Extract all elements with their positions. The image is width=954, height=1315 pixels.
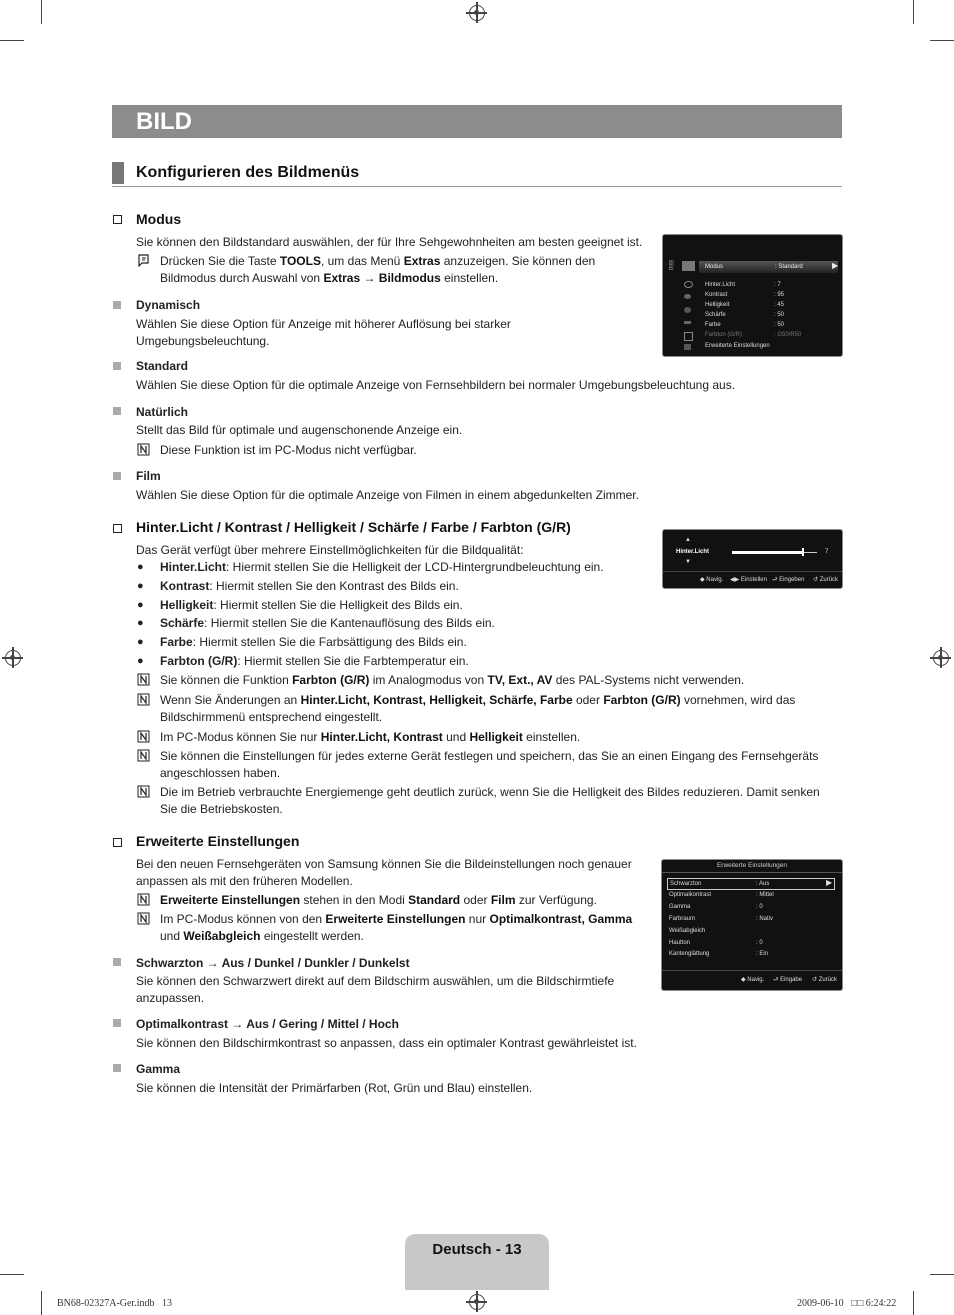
square-bullet-icon — [113, 407, 121, 415]
page-number: Deutsch - 13 — [432, 1241, 522, 1258]
slider-value: 7 — [825, 549, 829, 555]
square-bullet-icon — [113, 301, 121, 309]
modus-intro: Sie können den Bildstandard auswählen, der für Ihre Sehgewohnheiten am besten geeignet ist. — [136, 235, 643, 249]
print-date-info: 2009-06-10 □□ 6:24:22 — [797, 1298, 897, 1309]
arrow-right-icon: ▶ — [832, 261, 839, 270]
list-item: Kontrast: Hiermit stellen Sie den Kontrast des Bilds ein. — [160, 579, 459, 593]
screen3-rows: Optimalkontrast : Mittel Gamma : 0 Farbraum : Nativ Weißabgleich Hautton : 0 Kantenglättung : Ein — [669, 892, 774, 957]
registration-mark-icon — [933, 650, 949, 666]
erweitert-heading: Erweiterte Einstellungen — [136, 833, 300, 849]
natuerlich-note: Diese Funktion ist im PC-Modus nicht verfügbar. — [160, 443, 417, 457]
list-item: Farbton (G/R): Hiermit stellen Sie die Farbtemperatur ein. — [160, 654, 469, 668]
square-bullet-icon — [113, 1019, 121, 1027]
schwarzton-text: Sie können den Schwarzwert direkt auf dem Bildschirm auswählen, um die Bildschirmtiefe anzupassen. — [136, 974, 615, 1005]
note-icon — [137, 730, 151, 743]
crop-mark — [930, 40, 954, 41]
optimal-text: Sie können den Bildschirmkontrast so anpassen, dass ein optimaler Kontrast gewährleistet ist. — [136, 1036, 637, 1050]
modus-heading: Modus — [136, 211, 182, 227]
slider-thumb[interactable] — [802, 548, 804, 556]
crop-mark — [0, 40, 24, 41]
slider-fill — [732, 551, 803, 554]
hinter-note-4: Sie können die Einstellungen für jedes externe Gerät festlegen und speichern, das Sie an einen Eingang des Fernsehgeräts angeschlossen haben. — [160, 749, 819, 780]
section-header — [112, 161, 842, 187]
schwarzton-row-selected[interactable]: Schwarzton : Aus ▶ — [667, 878, 835, 890]
list-item: Helligkeit: Hiermit stellen Sie die Helligkeit des Bilds ein. — [160, 598, 463, 612]
crop-mark — [41, 0, 42, 24]
hinter-note-2: Wenn Sie Änderungen an Hinter.Licht, Kontrast, Helligkeit, Schärfe, Farbe oder Farbton (G/R) vornehmen, wird das Bildschirmmenü entsprechend eingestellt. — [160, 693, 796, 724]
hinter-note-5: Die im Betrieb verbrauchte Energiemenge geht deutlich zurück, wenn Sie die Helligkeit des Bildes reduzieren. Damit senken Sie die Betriebskosten. — [160, 785, 820, 816]
registration-mark-icon — [469, 1294, 485, 1310]
dynamisch-title: Dynamisch — [136, 298, 201, 312]
arrow-down-icon: ▼ — [685, 559, 691, 565]
square-bullet-icon — [113, 1064, 121, 1072]
note-icon — [137, 912, 151, 925]
section-marker — [112, 162, 124, 184]
checkbox-bullet-icon — [113, 215, 122, 224]
checkbox-bullet-icon — [113, 524, 122, 533]
arrow-right-icon: ▶ — [826, 878, 833, 887]
hinter-heading: Hinter.Licht / Kontrast / Helligkeit / Schärfe / Farbe / Farbton (G/R) — [136, 519, 571, 535]
registration-mark-icon — [5, 650, 21, 666]
note-icon — [137, 785, 151, 798]
hinter-bullet-list: ● Hinter.Licht: Hiermit stellen Sie die Helligkeit der LCD-Hintergrundbeleuchtung ein. ● Kontrast: Hiermit stellen Sie den Kontrast des Bilds ein. ● Helligkeit: Hiermit stellen Sie die Helligkeit des Bilds ein. ● Schärfe: Hiermit stellen Sie die Kantenauflösung des Bilds ein. ● Farbe: Hiermit stellen Sie die Farbsättigung des Bilds ein. ● Farbton (G/R): Hiermit stellen Sie die Farbtemperatur ein. — [136, 559, 656, 671]
picture-menu-screenshot — [662, 234, 843, 357]
remote-note-icon — [137, 254, 151, 267]
erweitert-intro: Bei den neuen Fernsehgeräten von Samsung können Sie die Bildeinstellungen noch genauer anpassen als mit den früheren Modellen. — [136, 857, 632, 888]
advanced-settings-screenshot: Erweiterte Einstellungen Schwarzton : Aus ▶ Optimalkontrast : Mittel Gamma : 0 Farbraum : Nativ Weißabgleich Hautton : 0 Kantenglättung : Ein ◆ Navig. ⮐ Eingabe ↺ Zurück — [661, 859, 843, 991]
square-bullet-icon — [113, 472, 121, 480]
list-item: Hinter.Licht: Hiermit stellen Sie die Helligkeit der LCD-Hintergrundbeleuchtung ein. — [160, 560, 604, 574]
side-label: Bild — [667, 259, 674, 271]
hinter-note-3: Im PC-Modus können Sie nur Hinter.Licht, Kontrast und Helligkeit einstellen. — [160, 730, 581, 744]
note-icon — [137, 893, 151, 906]
note-icon — [137, 443, 151, 456]
schwarzton-title: Schwarzton → Aus / Dunkel / Dunkler / Dunkelst — [136, 956, 410, 970]
registration-mark-icon — [469, 5, 485, 21]
screen1-rows: Hinter.Licht : 7 Kontrast : 95 Helligkeit : 45 Schärfe : 50 Farbe : 50 Farbton (G/R) : G50/R50 Erweiterte Einstellungen — [705, 282, 802, 349]
page-title-bar — [112, 105, 842, 138]
crop-mark — [41, 1291, 42, 1315]
gamma-title: Gamma — [136, 1062, 181, 1076]
film-title: Film — [136, 469, 161, 483]
natuerlich-title: Natürlich — [136, 405, 189, 419]
square-bullet-icon — [113, 362, 121, 370]
hinter-intro: Das Gerät verfügt über mehrere Einstellmöglichkeiten für die Bildqualität: — [136, 543, 524, 557]
standard-title: Standard — [136, 359, 189, 373]
list-item: Farbe: Hiermit stellen Sie die Farbsättigung des Bilds ein. — [160, 635, 467, 649]
backlight-slider-screenshot: ▲ Hinter.Licht ▼ 7 ◆ Navig. ◀▶ Einstellen ⮐ Eingeben ↺ Zurück — [662, 529, 843, 589]
crop-mark — [913, 1291, 914, 1315]
modus-row-selected[interactable]: Modus : Standard ▶ — [699, 261, 838, 273]
modus-note: Drücken Sie die Taste TOOLS, um das Menü Extras anzuzeigen. Sie können den Bildmodus durch Auswahl von Extras → Bildmodus einstellen. — [160, 254, 596, 285]
list-item: Schärfe: Hiermit stellen Sie die Kantenauflösung des Bilds ein. — [160, 616, 495, 630]
note-icon — [137, 673, 151, 686]
erweitert-note-2: Im PC-Modus können von den Erweiterte Einstellungen nur Optimalkontrast, Gamma und Weißabgleich eingestellt werden. — [160, 912, 633, 943]
page-title: BILD — [136, 108, 192, 135]
section-title: Konfigurieren des Bildmenüs — [136, 164, 360, 181]
crop-mark — [0, 1274, 24, 1275]
page-number-tab — [405, 1234, 549, 1290]
dynamisch-text: Wählen Sie diese Option für Anzeige mit höherer Auflösung bei starker Umgebungsbeleuchtung. — [136, 317, 511, 348]
menu-icon-column — [681, 259, 697, 351]
gamma-text: Sie können die Intensität der Primärfarben (Rot, Grün und Blau) einstellen. — [136, 1081, 533, 1095]
note-icon — [137, 693, 151, 706]
optimal-title: Optimalkontrast → Aus / Gering / Mittel / Hoch — [136, 1017, 399, 1031]
hinter-note-1: Sie können die Funktion Farbton (G/R) im Analogmodus von TV, Ext., AV des PAL-Systems nicht verwenden. — [160, 673, 745, 687]
arrow-up-icon: ▲ — [685, 537, 691, 543]
square-bullet-icon — [113, 958, 121, 966]
standard-text: Wählen Sie diese Option für die optimale Anzeige von Fernsehbildern bei normaler Umgebungsbeleuchtung aus. — [136, 378, 736, 392]
slider-label: Hinter.Licht — [676, 549, 710, 555]
film-text: Wählen Sie diese Option für die optimale Anzeige von Filmen in einem abgedunkelten Zimmer. — [136, 488, 639, 502]
crop-mark — [930, 1274, 954, 1275]
erweitert-note-1: Erweiterte Einstellungen stehen in den Modi Standard oder Film zur Verfügung. — [160, 893, 597, 907]
checkbox-bullet-icon — [113, 838, 122, 847]
print-file-info: BN68-02327A-Ger.indb 13 — [57, 1298, 172, 1309]
crop-mark — [913, 0, 914, 24]
note-icon — [137, 749, 151, 762]
natuerlich-text: Stellt das Bild für optimale und augenschonende Anzeige ein. — [136, 423, 463, 437]
screen3-title: Erweiterte Einstellungen — [716, 862, 788, 869]
